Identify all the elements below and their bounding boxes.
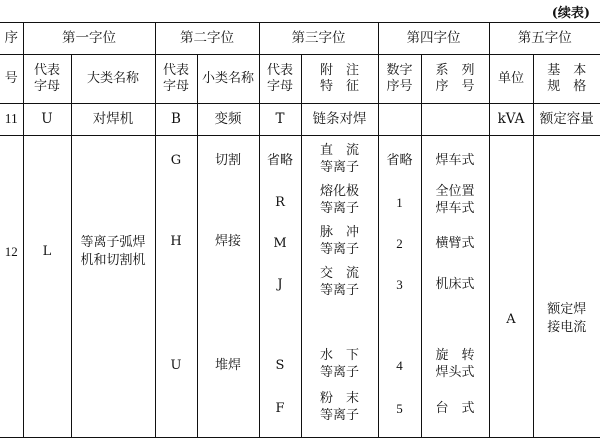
row12-digit-item: 4 <box>379 358 421 374</box>
row12-series-line: 旋 转 <box>422 348 489 364</box>
row12-small-class-item: 切割 <box>198 153 259 169</box>
row11-small-class: 变频 <box>197 104 259 136</box>
row12-seq-cell <box>0 136 23 438</box>
table-row <box>0 136 600 438</box>
row12-digit-item: 3 <box>379 277 421 293</box>
row12-small-class-item: 堆焊 <box>198 358 259 374</box>
row12-series-line: 焊车式 <box>422 153 489 169</box>
continued-label: (续表) <box>552 2 590 21</box>
group1-header: 第一字位 <box>23 23 155 55</box>
code-letter-header-2: 代表 字母 <box>155 55 197 104</box>
note-feature-header: 附 注 特 征 <box>301 55 378 104</box>
row12-feature-line: 等离子 <box>302 408 378 424</box>
row12-feature-line: 等离子 <box>302 365 378 381</box>
row12-letter3-item: 省略 <box>260 153 301 169</box>
row11-big-class: 对焊机 <box>71 104 155 136</box>
row12-letter3-item: M <box>260 236 301 252</box>
row11-unit: kVA <box>489 104 533 136</box>
row11-spec: 额定容量 <box>533 104 600 136</box>
row12-series-line: 横臂式 <box>422 236 489 252</box>
row12-spec-cell <box>533 136 600 438</box>
row12-digit-item: 2 <box>379 236 421 252</box>
row12-feature-line: 熔化极 <box>302 184 378 200</box>
row12-series-cell <box>421 136 489 438</box>
row12-feature-line: 交 流 <box>302 266 378 282</box>
code-letter-header-1: 代表 字母 <box>23 55 71 104</box>
row12-digits-cell <box>378 136 421 438</box>
row12-spec-line2: 接电流 <box>534 320 600 336</box>
group4-header: 第四字位 <box>378 23 489 55</box>
row12-feature-line: 脉 冲 <box>302 225 378 241</box>
row12-digit-item: 省略 <box>379 153 421 169</box>
row11-series <box>421 104 489 136</box>
row12-series-line: 焊头式 <box>422 365 489 381</box>
small-class-header: 小类名称 <box>197 55 259 104</box>
group2-header: 第二字位 <box>155 23 259 55</box>
row12-letter3-item: R <box>260 195 301 211</box>
row12-letter3-item: S <box>260 358 301 374</box>
row12-big-class-cell <box>71 136 155 438</box>
table-row <box>0 104 600 136</box>
row11-letter1: U <box>23 104 71 136</box>
seq-header-bottom: 号 <box>0 55 23 104</box>
row12-small-class-item: 焊接 <box>198 234 259 250</box>
row11-feature: 链条对焊 <box>301 104 378 136</box>
big-class-header: 大类名称 <box>71 55 155 104</box>
row12-feature-line: 等离子 <box>302 160 378 176</box>
row12-letter2-item: U <box>156 358 197 374</box>
seq-header-top: 序 <box>0 23 23 55</box>
row11-letter2: B <box>155 104 197 136</box>
row12-feature-line: 等离子 <box>302 283 378 299</box>
welder-model-code-table <box>0 22 600 438</box>
row12-spec-line1: 额定焊 <box>534 302 600 318</box>
series-seq-header: 系 列 序 号 <box>421 55 489 104</box>
row12-letter2-item: G <box>156 153 197 169</box>
row12-digit-item: 5 <box>379 401 421 417</box>
row12-letter2-item: H <box>156 234 197 250</box>
row12-big-class-line1: 等离子弧焊 <box>72 235 155 251</box>
row12-letters3-cell <box>259 136 301 438</box>
basic-spec-header: 基 本 规 格 <box>533 55 600 104</box>
group3-header: 第三字位 <box>259 23 378 55</box>
row11-letter3: T <box>259 104 301 136</box>
row11-seq: 11 <box>0 104 23 136</box>
row12-series-line: 全位置 <box>422 184 489 200</box>
row11-digit <box>378 104 421 136</box>
row12-unit-cell <box>489 136 533 438</box>
row12-big-class-line2: 机和切割机 <box>72 253 155 269</box>
row12-digit-item: 1 <box>379 195 421 211</box>
row12-series-line: 机床式 <box>422 277 489 293</box>
unit-header: 单位 <box>489 55 533 104</box>
group5-header: 第五字位 <box>489 23 600 55</box>
code-letter-header-3: 代表 字母 <box>259 55 301 104</box>
row12-feature-line: 直 流 <box>302 143 378 159</box>
row12-small-classes-cell <box>197 136 259 438</box>
row12-letter1: L <box>24 244 71 260</box>
row12-feature-line: 水 下 <box>302 348 378 364</box>
row12-letter1-cell <box>23 136 71 438</box>
row12-letters2-cell <box>155 136 197 438</box>
row12-series-line: 台 式 <box>422 401 489 417</box>
digit-seq-header: 数字 序号 <box>378 55 421 104</box>
row12-letter3-item: J <box>260 277 301 293</box>
row12-series-line: 焊车式 <box>422 201 489 217</box>
row12-feature-line: 等离子 <box>302 201 378 217</box>
row12-feature-line: 等离子 <box>302 242 378 258</box>
row12-unit: A <box>490 312 533 328</box>
row12-feature-line: 粉 末 <box>302 391 378 407</box>
row12-letter3-item: F <box>260 401 301 417</box>
row12-seq: 12 <box>0 244 23 260</box>
row12-features-cell <box>301 136 378 438</box>
